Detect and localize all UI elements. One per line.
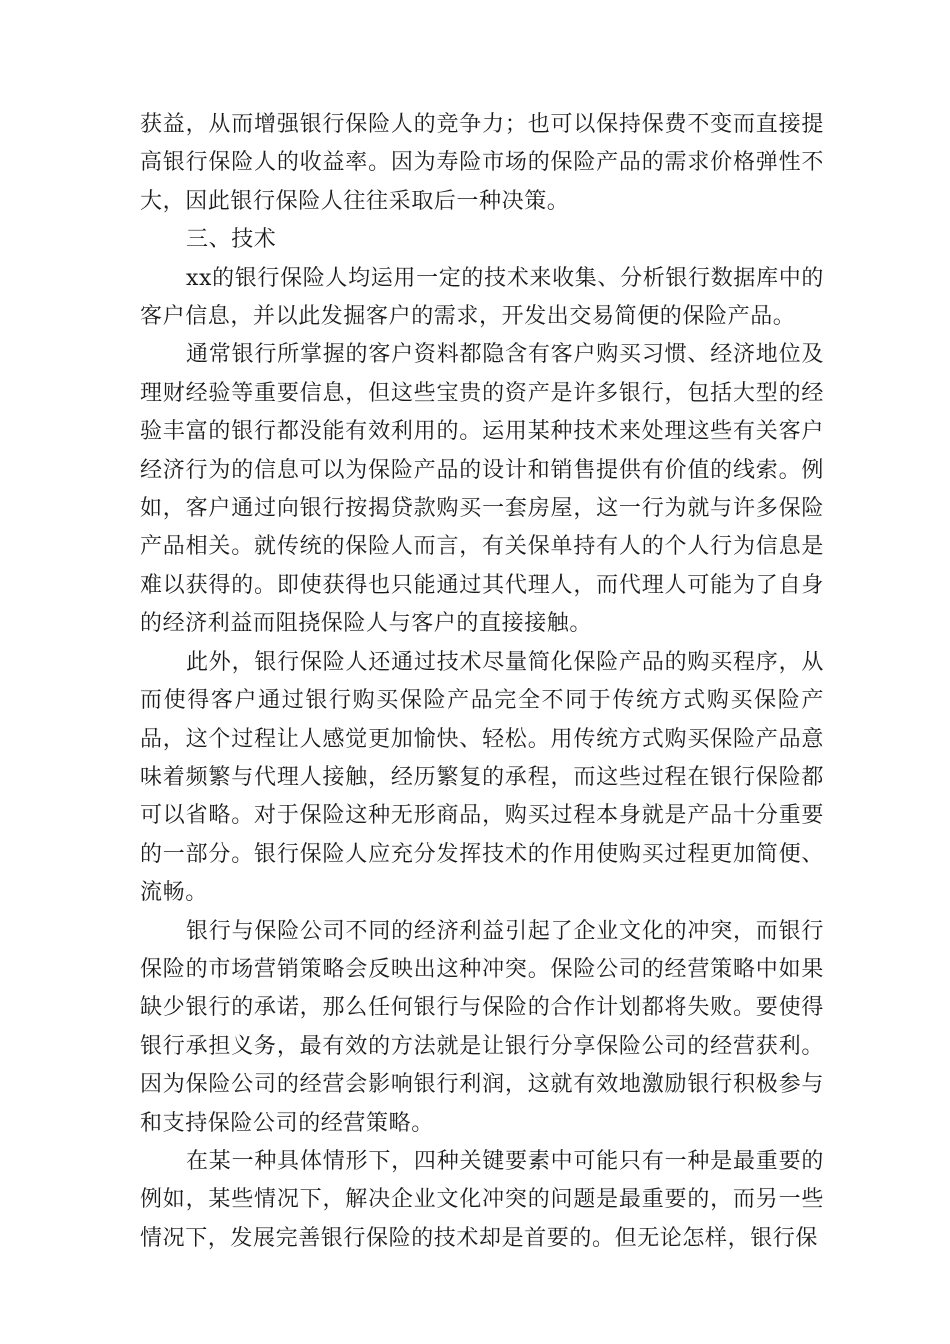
paragraph-purchase-process: 此外，银行保险人还通过技术尽量简化保险产品的购买程序，从而使得客户通过银行购买保险产品完全不同于传统方式购买保险产品，这个过程让人感觉更加愉快、轻松。用传统方式购买保险产品意味着频繁与代理人接触，经历繁复的承程，而这些过程在银行保险都可以省略。对于保险这种无形商品，购买过程本身就是产品十分重要的一部分。银行保险人应充分发挥技术的作用使购买过程更加简便、流畅。 xyxy=(140,649,824,906)
paragraph-intro: xx的银行保险人均运用一定的技术来收集、分析银行数据库中的客户信息，并以此发掘客户的需求，开发出交易简便的保险产品。 xyxy=(140,265,824,330)
paragraph-continuation: 获益，从而增强银行保险人的竞争力；也可以保持保费不变而直接提高银行保险人的收益率。因为寿险市场的保险产品的需求价格弹性不大，因此银行保险人往往采取后一种决策。 xyxy=(140,112,824,214)
section-heading-technology: 三、技术 xyxy=(186,227,277,253)
paragraph-customer-data: 通常银行所掌握的客户资料都隐含有客户购买习惯、经济地位及理财经验等重要信息，但这些宝贵的资产是许多银行，包括大型的经验丰富的银行都没能有效利用的。运用某种技术来处理这些有关客户经济行为的信息可以为保险产品的设计和销售提供有价值的线索。例如，客户通过向银行按揭贷款购买一套房屋，这一行为就与许多保险产品相关。就传统的保险人而言，有关保单持有人的个人行为信息是难以获得的。即使获得也只能通过其代理人，而代理人可能为了自身的经济利益而阻挠保险人与客户的直接接触。 xyxy=(140,342,824,637)
document-page xyxy=(140,106,824,1258)
paragraph-key-factors: 在某一种具体情形下，四种关键要素中可能只有一种是最重要的例如，某些情况下，解决企业文化冲突的问题是最重要的，而另一些情况下，发展完善银行保险的技术却是首要的。但无论怎样，银行保 xyxy=(140,1148,824,1251)
paragraph-culture-conflict: 银行与保险公司不同的经济利益引起了企业文化的冲突，而银行保险的市场营销策略会反映出这种冲突。保险公司的经营策略中如果缺少银行的承诺，那么任何银行与保险的合作计划都将失败。要使得银行承担义务，最有效的方法就是让银行分享保险公司的经营获利。因为保险公司的经营会影响银行利润，这就有效地激励银行积极参与和支持保险公司的经营策略。 xyxy=(140,918,824,1136)
